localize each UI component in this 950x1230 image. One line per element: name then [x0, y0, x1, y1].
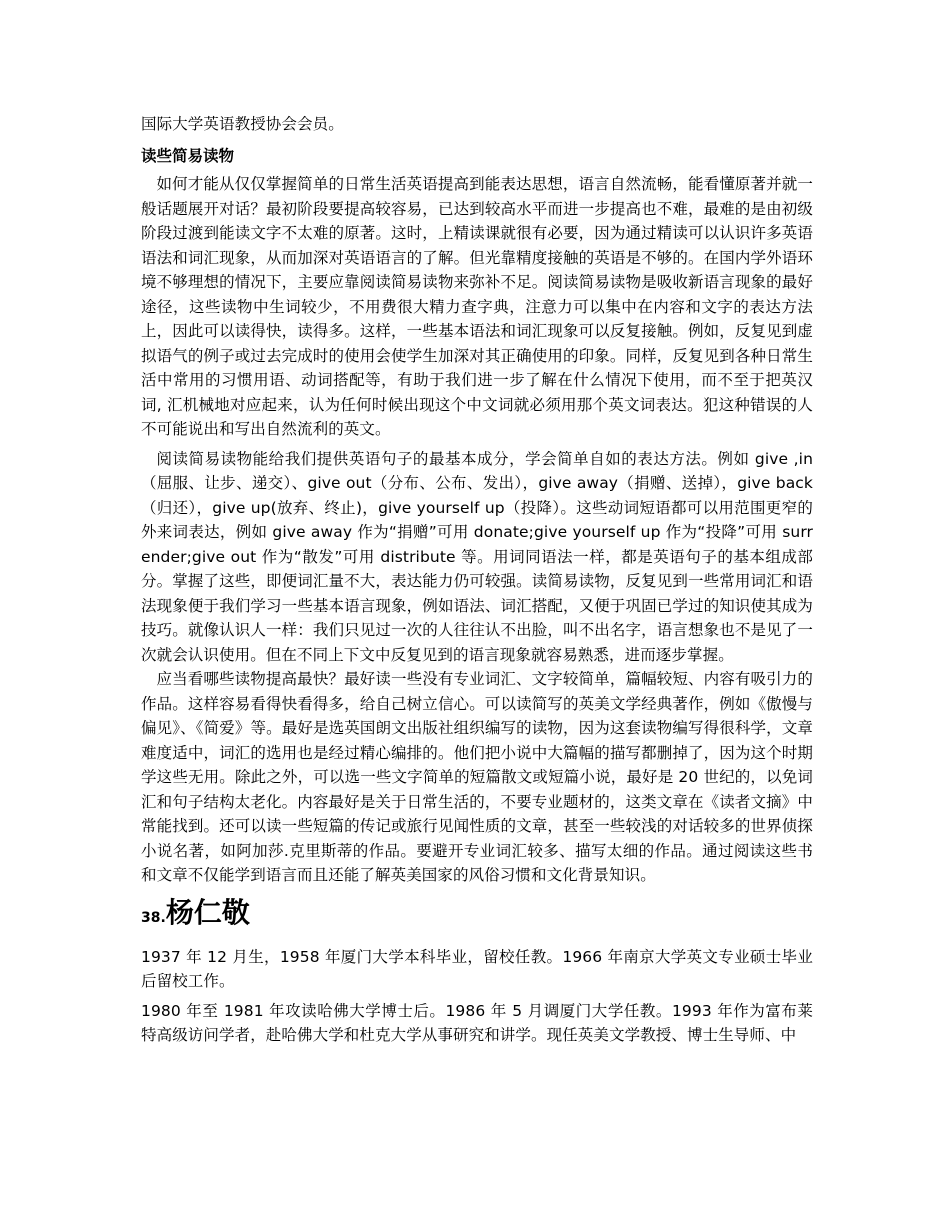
bio-paragraph-2: 1980 年至 1981 年攻读哈佛大学博士后。1986 年 5 月调厦门大学任教。1993 年作为富布莱特高级访问学者，赴哈佛大学和杜克大学从事研究和讲学。现任英美文学教授、博士生导师、中 — [141, 1001, 813, 1044]
section-number: 38. — [141, 909, 166, 926]
intro-tail-text: 国际大学英语教授协会会员。 — [141, 115, 344, 133]
document-page — [141, 112, 813, 1048]
paragraph-2: 阅读简易读物能给我们提供英语句子的最基本成分，学会简单自如的表达方法。例如 give ,in（屈服、让步、递交）、give out（分布、公布、发出），give away（捐赠、送掉），give back（归还），give up(放弃、终止)，give yourself up（投降）。这些动词短语都可以用范围更窄的外来词表达，例如 give away 作为“捐赠”可用 donate;give yourself up 作为“投降”可用 surrender;give out 作为“散发”可用 distribute 等。用词同语法一样，都是英语句子的基本组成部分。掌握了这些，即便词汇量不大，表达能力仍可较强。读简易读物，反复见到一些常用词汇和语法现象便于我们学习一些基本语言现象，例如语法、词汇搭配，又便于巩固已学过的知识使其成为技巧。就像认识人一样：我们只见过一次的人往往认不出脸，叫不出名字，语言想象也不是见了一次就会认识使用。但在不同上下文中反复见到的语言现象就容易熟悉，进而逐步掌握。 — [141, 449, 813, 664]
bio-paragraph-1: 1937 年 12 月生，1958 年厦门大学本科毕业，留校任教。1966 年南京大学英文专业硕士毕业后留校工作。 — [141, 947, 813, 990]
section-name: 杨仁敬 — [165, 895, 250, 929]
paragraph-3: 应当看哪些读物提高最快？最好读一些没有专业词汇、文字较简单，篇幅较短、内容有吸引力的作品。这样容易看得快看得多，给自己树立信心。可以读简写的英美文学经典著作，例如《傲慢与偏见》、《简爱》等。最好是选英国朗文出版社组织编写的读物，因为这套读物编写得很科学，文章难度适中，词汇的选用也是经过精心编排的。他们把小说中大篇幅的描写都删掉了，因为这个时期学这些无用。除此之外，可以选一些文字简单的短篇散文或短篇小说，最好是 20 世纪的，以免词汇和句子结构太老化。内容最好是关于日常生活的，不要专业题材的，这类文章在《读者文摘》中常能找到。还可以读一些短篇的传记或旅行见闻性质的文章，甚至一些较浅的对话较多的世界侦探小说名著，如阿加莎.克里斯蒂的作品。要避开专业词汇较多、描写太细的作品。通过阅读这些书和文章不仅能学到语言而且还能了解英美国家的风俗习惯和文化背景知识。 — [141, 670, 813, 884]
section-title — [141, 894, 813, 937]
section-subheading: 读些简易读物 — [141, 146, 235, 165]
paragraph-1: 如何才能从仅仅掌握简单的日常生活英语提高到能表达思想，语言自然流畅，能看懂原著并就一般话题展开对话？最初阶段要提高较容易，已达到较高水平而进一步提高也不难，最难的是由初级阶段过渡到能读文字不太难的原著。这时，上精读课就很有必要，因为通过精读可以认识许多英语语法和词汇现象，从而加深对英语语言的了解。但光靠精度接触的英语是不够的。在国内学外语环境不够理想的情况下，主要应靠阅读简易读物来弥补不足。阅读简易读物是吸收新语言现象的最好途径，这些读物中生词较少，不用费很大精力查字典，注意力可以集中在内容和文字的表达方法上，因此可以读得快，读得多。这样，一些基本语法和词汇现象可以反复接触。例如，反复见到虚拟语气的例子或过去完成时的使用会使学生加深对其正确使用的印象。同样，反复见到各种日常生活中常用的习惯用语、动词搭配等，有助于我们进一步了解在什么情况下使用，而不至于把英汉词, 汇机械地对应起来，认为任何时候出现这个中文词就必须用那个英文词表达。犯这种错误的人不可能说出和写出自然流利的英文。 — [141, 175, 813, 438]
